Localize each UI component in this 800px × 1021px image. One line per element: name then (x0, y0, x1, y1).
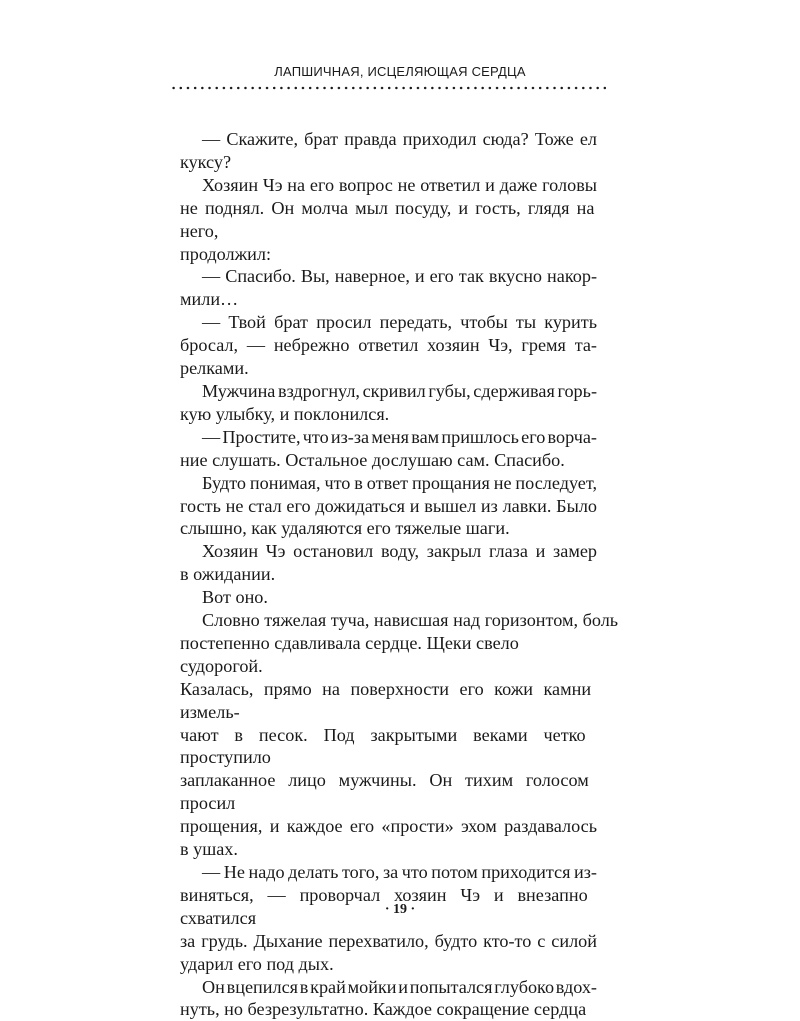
text-line: мили… (180, 289, 239, 310)
text-line: кую улыбку, и поклонился. (180, 403, 390, 424)
text-line: Казалась, прямо на поверхности его кожи камни измель- (180, 678, 592, 722)
text-line: Хозяин Чэ на его вопрос не ответил и даже головы (202, 174, 597, 195)
text-line: за грудь. Дыхание перехватило, будто кто-то с силой (180, 930, 597, 951)
text-line: — Спасибо. Вы, наверное, и его так вкусно накор- (202, 266, 597, 287)
text-line: — Простите, что из-за меня вам пришлось его ворча- (202, 426, 597, 447)
text-line: Словно тяжелая туча, нависшая над горизонтом, боль (202, 610, 619, 631)
text-line: гость не стал его дожидаться и вышел из лавки. Было (180, 495, 597, 516)
text-line: — Твой брат просил передать, чтобы ты курить (202, 312, 597, 333)
dotted-divider (170, 86, 606, 90)
text-line: в ушах. (180, 839, 238, 860)
text-line: прощения, и каждое его «прости» эхом раздавалось (180, 816, 597, 837)
text-line: Хозяин Чэ остановил воду, закрыл глаза и замер (202, 541, 597, 562)
running-head-title: ЛАПШИЧНАЯ, ИСЦЕЛЯЮЩАЯ СЕРДЦА (274, 64, 526, 79)
text-line: нуть, но безрезультатно. Каждое сокращение сердца (180, 999, 587, 1020)
text-line: чают в песок. Под закрытыми веками четко проступило (180, 724, 586, 768)
text-line: виняться, — проворчал хозяин Чэ и внезапно схватился (180, 884, 588, 928)
text-line: в ожидании. (180, 564, 276, 585)
body-text (180, 128, 619, 1021)
page-number: · 19 · (384, 902, 416, 917)
text-line: куксу? (180, 151, 232, 172)
text-line: не поднял. Он молча мыл посуду, и гость, глядя на него, (180, 197, 595, 241)
text-line: ние слушать. Остальное дослушаю сам. Спасибо. (180, 449, 565, 470)
text-line: продолжил: (180, 243, 272, 264)
text-line: ударил его под дых. (180, 953, 334, 974)
text-line: Мужчина вздрогнул, скривил губы, сдерживая горь- (202, 380, 597, 401)
text-line: — Не надо делать того, за что потом приходится из- (202, 862, 597, 882)
text-line: — Скажите, брат правда приходил сюда? Тоже ел (202, 129, 597, 149)
text-line: Он вцепился в край мойки и попытался глубоко вдох- (202, 976, 597, 997)
text-line: постепенно сдавливала сердце. Щеки свело судорогой. (180, 632, 519, 676)
text-line: бросал, — небрежно ответил хозяин Чэ, гремя та- (180, 335, 597, 356)
text-line: слышно, как удаляются его тяжелые шаги. (180, 518, 510, 539)
text-line: заплаканное лицо мужчины. Он тихим голосом просил (180, 770, 589, 814)
text-line: Вот оно. (202, 587, 268, 608)
text-line: релками. (180, 358, 249, 379)
text-line: Будто понимая, что в ответ прощания не последует, (202, 472, 597, 493)
